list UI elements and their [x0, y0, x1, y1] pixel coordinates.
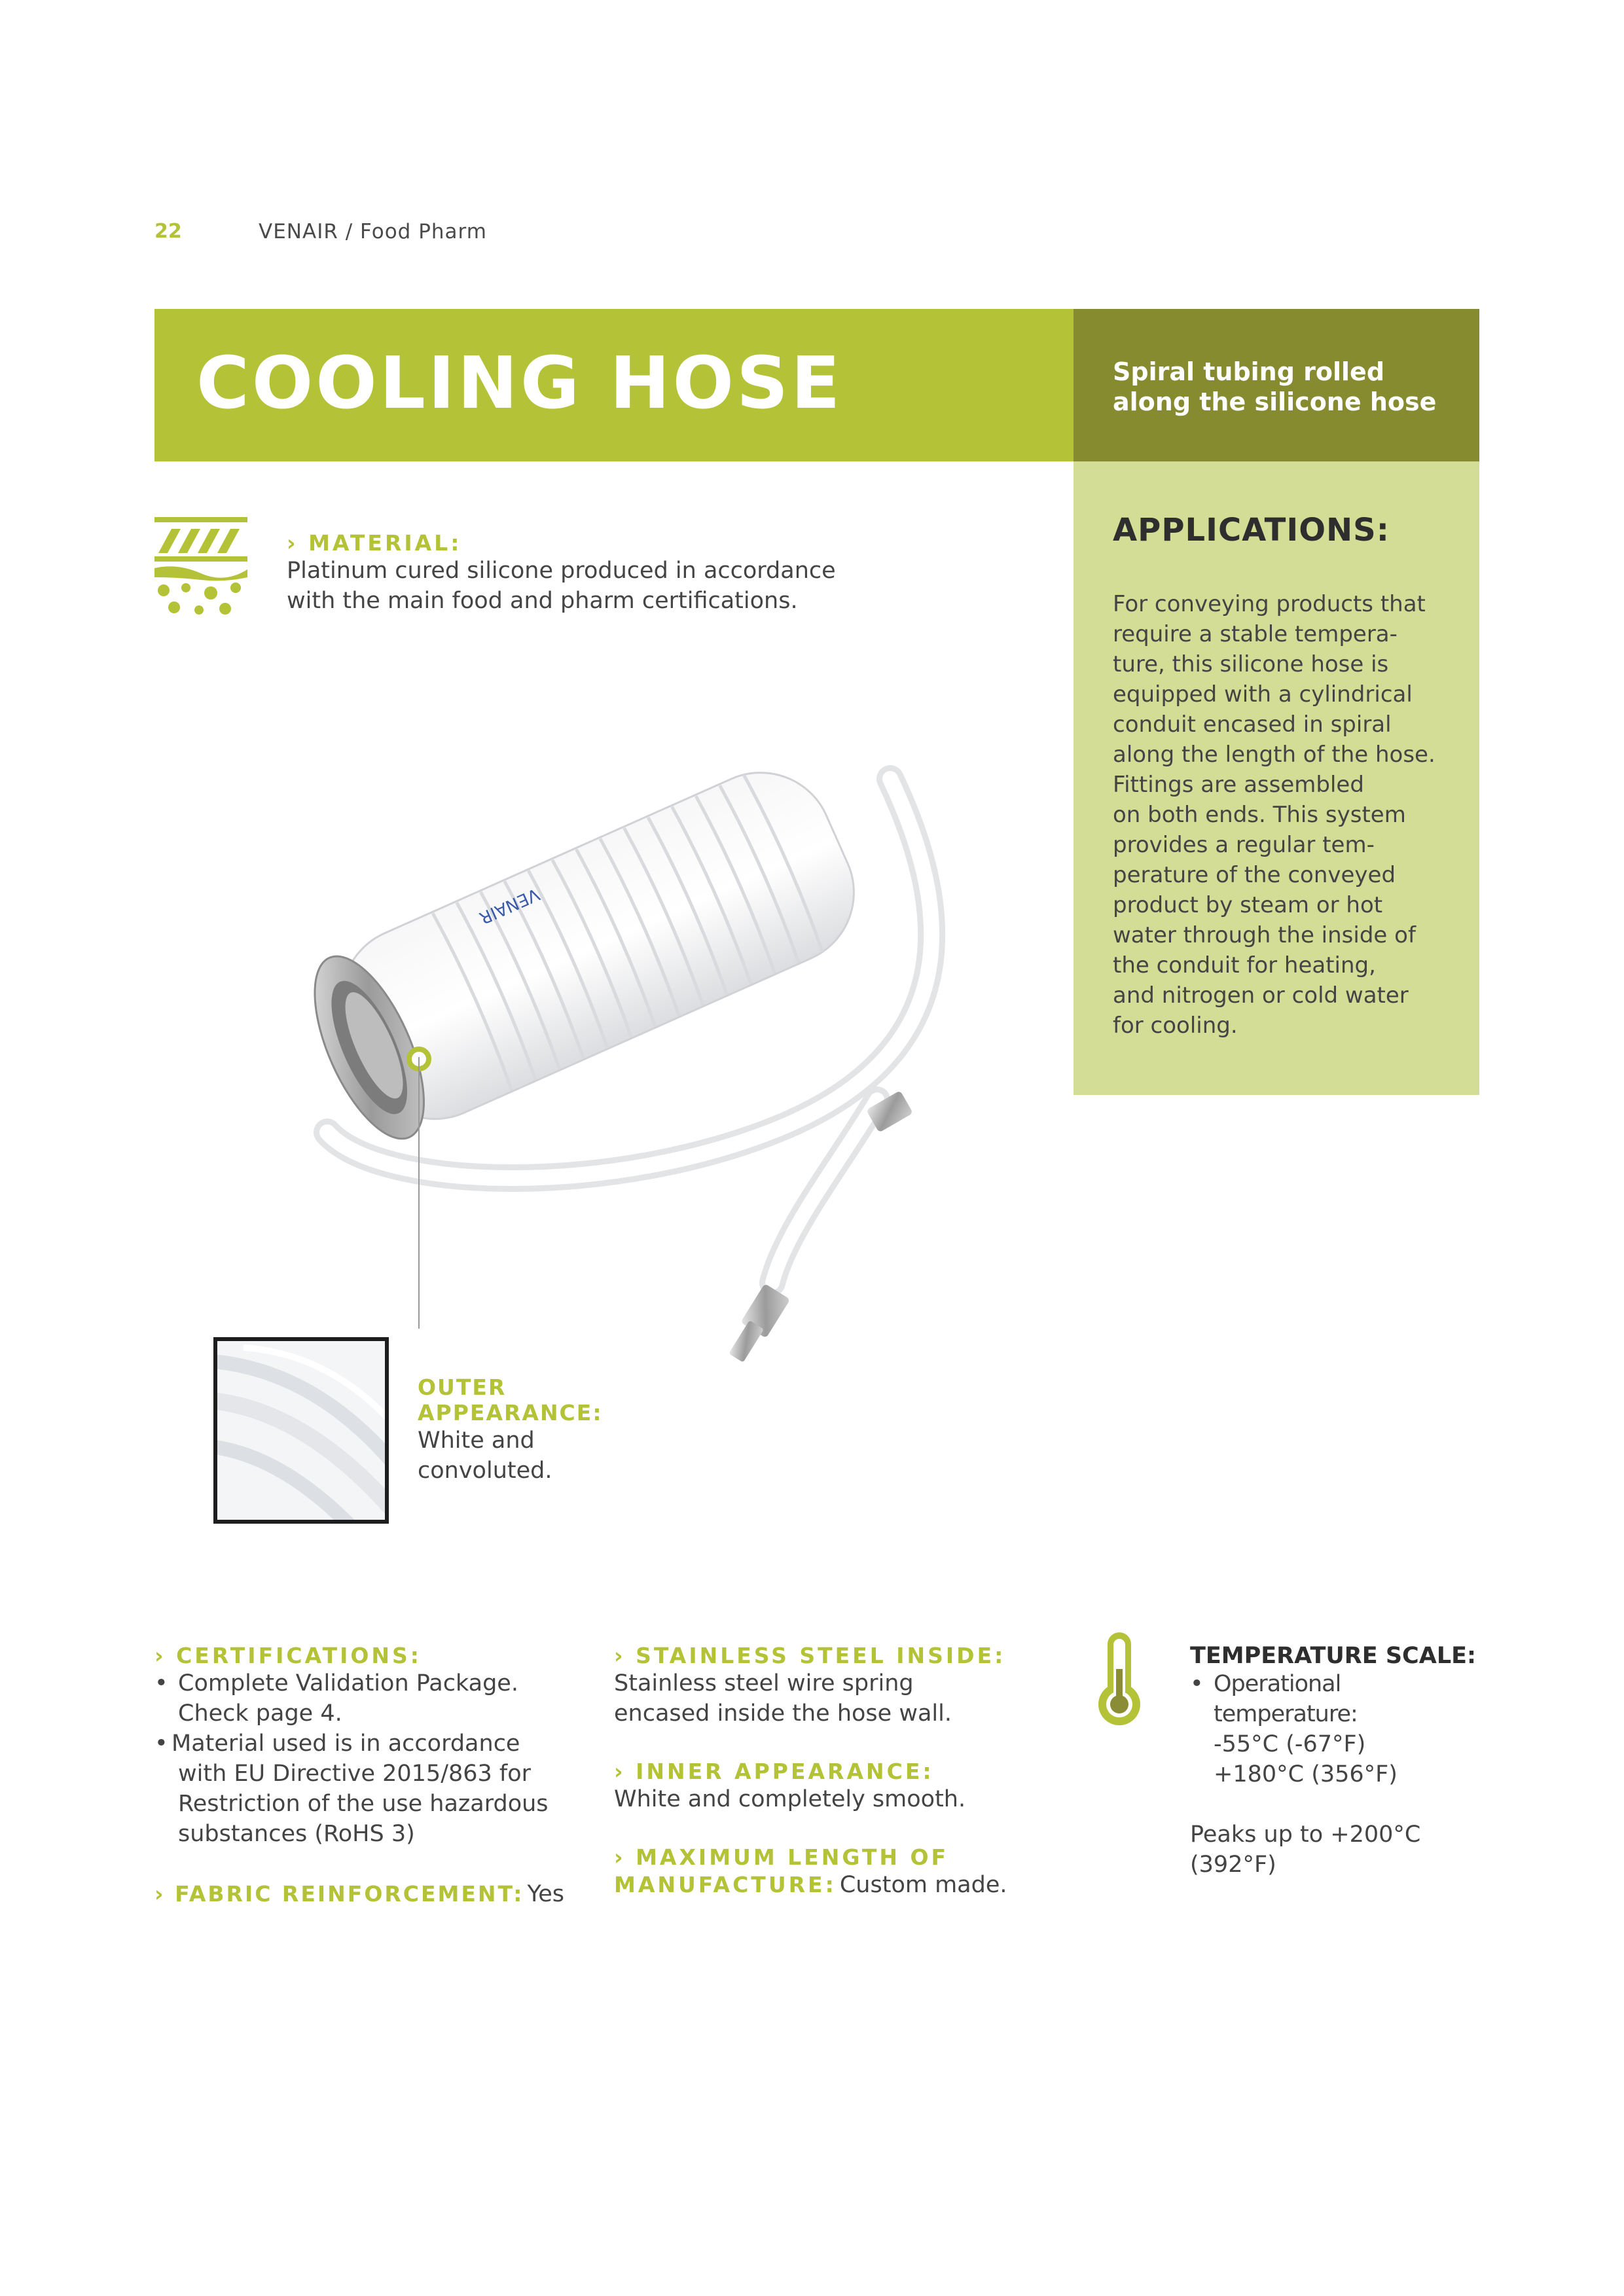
- bullet: •: [154, 1670, 168, 1696]
- thermometer-icon: [1093, 1630, 1146, 1728]
- material-line: with the main food and pharm certifications.: [287, 588, 798, 614]
- max-length-heading: MANUFACTURE:: [614, 1872, 837, 1897]
- cert-text: Check page 4.: [178, 1700, 342, 1727]
- cert-text: Restriction of the use hazardous: [178, 1791, 549, 1817]
- applications-line: and nitrogen or cold water: [1113, 982, 1409, 1009]
- temperature-peak: (392°F): [1190, 1852, 1276, 1878]
- applications-line: the conduit for heating,: [1113, 952, 1376, 978]
- outer-text: convoluted.: [418, 1458, 552, 1484]
- applications-line: ture, this silicone hose is: [1113, 651, 1389, 677]
- temperature-peak: Peaks up to +200°C: [1190, 1821, 1421, 1848]
- certifications-section: [154, 1643, 573, 1909]
- temperature-text: Operational temperature:: [1214, 1671, 1358, 1727]
- bullet: •: [154, 1731, 168, 1757]
- cert-text: Complete Validation Package.: [178, 1670, 518, 1696]
- fabric-value: Yes: [527, 1881, 565, 1907]
- applications-line: product by steam or hot: [1113, 892, 1383, 918]
- applications-line: water through the inside of: [1113, 922, 1416, 948]
- stainless-text: encased inside the hose wall.: [614, 1700, 952, 1727]
- bullet: •: [1190, 1671, 1203, 1697]
- outer-appearance-section: [418, 1374, 679, 1486]
- max-length-value: Custom made.: [839, 1872, 1007, 1898]
- temperature-section: [1190, 1643, 1491, 1880]
- max-length-heading: › MAXIMUM LENGTH OF: [614, 1844, 949, 1870]
- material-line: Platinum cured silicone produced in accordance: [287, 558, 836, 584]
- cert-text: Material used is in accordance: [171, 1731, 520, 1757]
- applications-line: provides a regular tem-: [1113, 832, 1375, 858]
- temperature-max: +180°C (356°F): [1214, 1761, 1398, 1787]
- applications-line: on both ends. This system: [1113, 802, 1406, 828]
- stainless-text: Stainless steel wire spring: [614, 1670, 914, 1696]
- applications-text: [1113, 589, 1453, 1041]
- material-layers-icon: [154, 517, 247, 615]
- applications-line: equipped with a cylindrical: [1113, 681, 1413, 708]
- outer-appearance-thumbnail: [213, 1337, 389, 1524]
- temperature-heading: TEMPERATURE SCALE:: [1190, 1643, 1477, 1669]
- applications-heading: APPLICATIONS:: [1113, 512, 1390, 548]
- applications-line: perature of the conveyed: [1113, 862, 1396, 888]
- applications-line: require a stable tempera-: [1113, 621, 1398, 647]
- temperature-min: -55°C (-67°F): [1214, 1731, 1366, 1757]
- header-brand: VENAIR / Food Pharm: [259, 220, 487, 243]
- applications-line: along the length of the hose.: [1113, 742, 1435, 768]
- certifications-heading: › CERTIFICATIONS:: [154, 1643, 422, 1668]
- outer-heading: APPEARANCE:: [418, 1400, 603, 1426]
- inner-heading: › INNER APPEARANCE:: [614, 1759, 934, 1784]
- page-number: 22: [154, 220, 182, 243]
- hose-brand-mark: VENAIR: [476, 884, 543, 928]
- applications-line: Fittings are assembled: [1113, 772, 1364, 798]
- applications-line: For conveying products that: [1113, 591, 1426, 617]
- inner-value: White and completely smooth.: [614, 1786, 966, 1812]
- cert-text: with EU Directive 2015/863 for: [178, 1761, 532, 1787]
- applications-line: conduit encased in spiral: [1113, 711, 1392, 738]
- cert-text: substances (RoHS 3): [178, 1821, 415, 1847]
- construction-section: [614, 1643, 1033, 1900]
- fabric-heading: › FABRIC REINFORCEMENT:: [154, 1881, 524, 1907]
- callout-line: [418, 1057, 420, 1329]
- page-title: COOLING HOSE: [196, 341, 843, 425]
- applications-line: for cooling.: [1113, 1013, 1238, 1039]
- page-subtitle: Spiral tubing rolled along the silicone hose: [1113, 357, 1437, 416]
- outer-heading: OUTER: [418, 1374, 507, 1400]
- material-section: [287, 530, 915, 616]
- stainless-heading: › STAINLESS STEEL INSIDE:: [614, 1643, 1006, 1668]
- outer-text: White and: [418, 1427, 535, 1454]
- material-heading: › MATERIAL:: [287, 530, 462, 556]
- product-image: [196, 707, 995, 1388]
